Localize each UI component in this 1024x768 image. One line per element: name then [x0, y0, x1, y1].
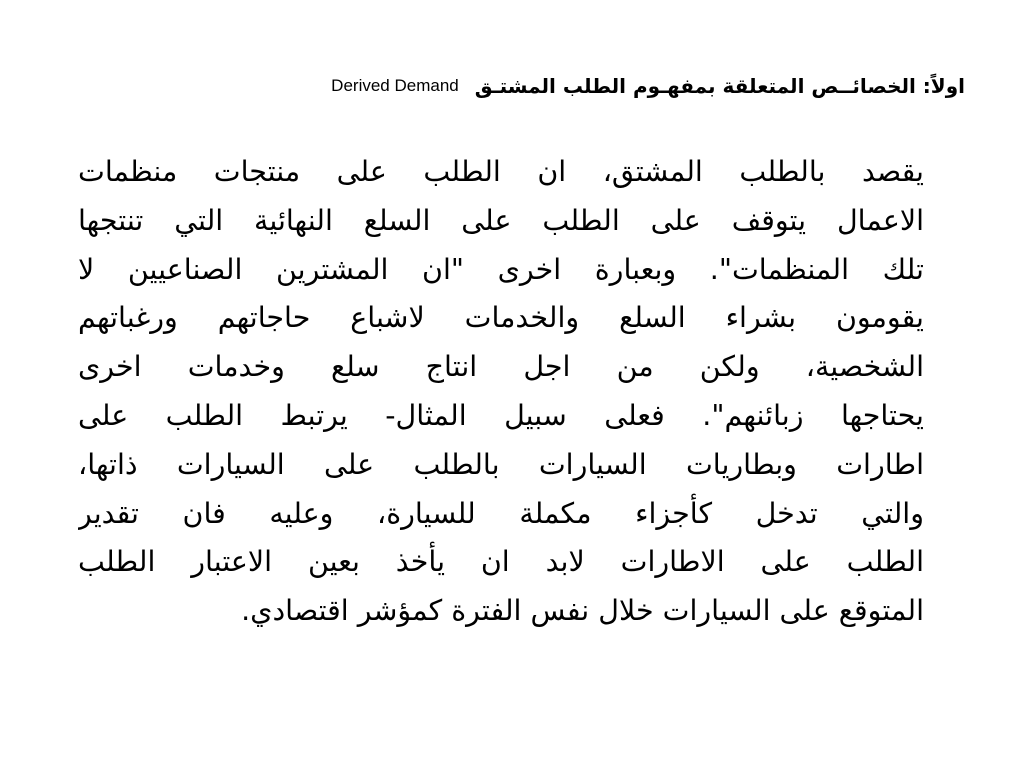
- body-line: يحتاجها زبائنهم". فعلى سبيل المثال- يرتبط الطلب على: [78, 398, 924, 432]
- body-line: يقصد بالطلب المشتق، ان الطلب على منتجات منظمات: [78, 155, 924, 188]
- slide-title-english: Derived Demand: [331, 76, 459, 95]
- body-line: تلك المنظمات". وبعبارة اخرى "ان المشترين الصناعيين لا: [78, 252, 924, 286]
- body-line: والتي تدخل كأجزاء مكملة للسيارة، وعليه فان تقدير: [78, 496, 924, 530]
- body-line: الطلب على الاطارات لابد ان يأخذ بعين الاعتبار الطلب: [78, 545, 924, 579]
- body-line: اطارات وبطاريات السيارات بالطلب على السيارات ذاتها،: [78, 447, 924, 481]
- body-line: يقومون بشراء السلع والخدمات لاشباع حاجاتهم ورغباتهم: [78, 301, 924, 335]
- slide-title-arabic: اولاً: الخصائــص المتعلقة بمفهـوم الطلب المشتـق: [474, 74, 965, 98]
- body-line: الاعمال يتوقف على الطلب على السلع النهائية التي تنتجها: [78, 203, 924, 237]
- slide-title: [215, 66, 965, 106]
- slide-body-paragraph: [78, 148, 924, 648]
- body-line: الشخصية، ولكن من اجل انتاج سلع وخدمات اخرى: [78, 350, 924, 384]
- body-line: المتوقع على السيارات خلال نفس الفترة كمؤشر اقتصادي.: [241, 594, 924, 628]
